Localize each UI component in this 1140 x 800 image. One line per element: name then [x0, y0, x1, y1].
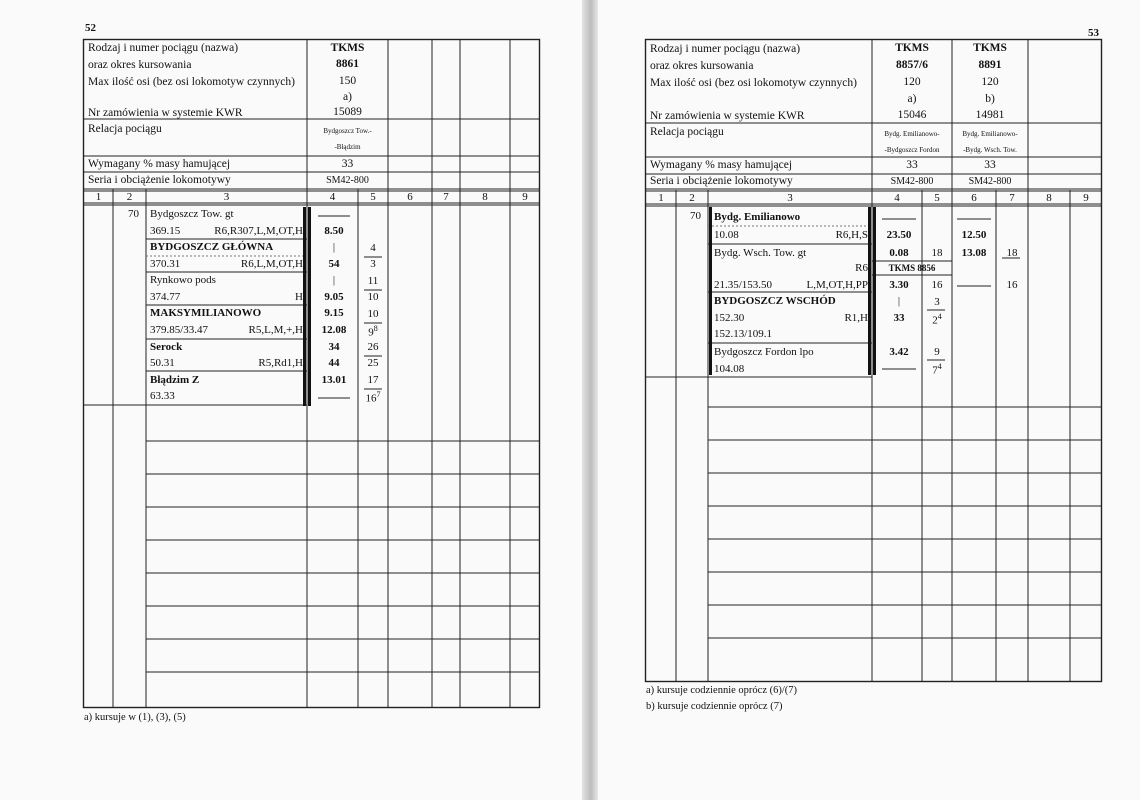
station-name: Bydg. Wsch. Tow. gt	[714, 247, 807, 259]
right-train-a-number: 8857/6	[896, 59, 928, 71]
station-km: 379.85/33.47	[150, 324, 209, 336]
left-header-relation: Relacja pociągu	[88, 123, 162, 135]
station-info: R6	[855, 262, 868, 274]
station-info: R6,L,M,OT,H	[240, 258, 303, 270]
station-info: R6,R307,L,M,OT,H	[214, 225, 303, 237]
time-arrival: 13.01	[321, 374, 347, 386]
run-time: 11	[367, 275, 379, 287]
station-km: 21.35/153.50	[714, 279, 773, 291]
run-time: 18	[1006, 247, 1018, 259]
station-km: 50.31	[150, 357, 175, 369]
station-km: 104.08	[714, 363, 745, 375]
time-departure: 44	[328, 357, 340, 369]
left-col-number: 3	[223, 191, 230, 203]
right-col-number: 4	[894, 192, 900, 204]
run-time: $7^4$	[932, 362, 942, 377]
route-bar-left-2	[308, 207, 311, 406]
left-train-relation-1: Bydgoszcz Tow.-	[323, 127, 372, 135]
time-value: 33	[893, 312, 905, 324]
right-train-a-note: a)	[907, 93, 917, 105]
right-col-number: 8	[1046, 192, 1052, 204]
station-km: 152.30	[714, 312, 745, 324]
left-col-number: 4	[329, 191, 336, 203]
run-time: 3	[370, 258, 376, 270]
right-col-number: 9	[1083, 192, 1089, 204]
right-train-a-loco: SM42-800	[890, 176, 934, 187]
right-col-number: 2	[689, 192, 695, 204]
right-train-a-relation-2: -Bydgoszcz Fordon	[884, 146, 940, 154]
right-footnote-a: a) kursuje codziennie oprócz (6)/(7)	[646, 685, 798, 696]
left-col-number: 9	[522, 191, 528, 203]
time-departure: 3.30	[889, 279, 909, 291]
time-arrival: 34	[328, 341, 340, 353]
left-header-brake: Wymagany % masy hamującej	[88, 158, 231, 170]
left-train-type: TKMS	[330, 42, 365, 54]
run-time: 18	[931, 247, 943, 259]
left-train-order: 15089	[333, 106, 362, 118]
left-speed: 70	[128, 208, 139, 220]
right-header-axles: Max ilość osi (bez osi lokomotyw czynnych)	[650, 77, 857, 89]
right-col-number: 1	[658, 192, 664, 204]
time-departure: 8.50	[324, 225, 344, 237]
right-train-b-order: 14981	[975, 109, 1005, 121]
station-km: 374.77	[150, 291, 181, 303]
station-name: MAKSYMILIANOWO	[150, 307, 262, 319]
right-train-a-type: TKMS	[895, 42, 929, 54]
time-departure: 12.08	[321, 324, 347, 336]
time-value: 9.05	[324, 291, 344, 303]
right-train-a-order: 15046	[897, 109, 927, 121]
left-header-period: oraz okres kursowania	[88, 59, 192, 71]
right-header-brake: Wymagany % masy hamującej	[650, 159, 793, 171]
station-name: BYDGOSZCZ GŁÓWNA	[150, 241, 274, 253]
right-train-b-brake: 33	[984, 159, 996, 171]
right-page-number: 53	[1088, 27, 1099, 39]
left-col-number: 7	[443, 191, 449, 203]
connection-train: TKMS 8856	[888, 263, 936, 273]
route-bar-right-2	[868, 207, 871, 375]
left-header-train-type: Rodzaj i numer pociągu (nazwa)	[88, 42, 239, 54]
station-info: L,M,OT,H,PP	[806, 279, 868, 291]
run-time: 26	[367, 341, 379, 353]
run-time: 16	[931, 279, 943, 291]
left-header-order: Nr zamówienia w systemie KWR	[88, 107, 243, 119]
left-train-relation-2: -Błądzim	[334, 143, 361, 151]
right-col-number: 5	[934, 192, 940, 204]
left-col-number: 5	[370, 191, 376, 203]
time-departure: 12.50	[961, 229, 987, 241]
station-info: R1,H	[844, 312, 868, 324]
left-train-note: a)	[343, 91, 352, 103]
left-col-number: 1	[95, 191, 102, 203]
run-time: 3	[934, 296, 940, 308]
left-header-loco: Seria i obciążenie lokomotywy	[88, 174, 231, 186]
right-train-b-number: 8891	[978, 59, 1002, 71]
right-col-number: 7	[1009, 192, 1015, 204]
station-name: Rynkowo pods	[150, 274, 216, 286]
time-departure: 23.50	[886, 229, 912, 241]
route-bar-left	[303, 207, 306, 406]
station-name: Błądzim Z	[150, 374, 200, 386]
station-name: BYDGOSZCZ WSCHÓD	[714, 295, 836, 307]
time-pass: |	[332, 274, 336, 286]
right-header-order: Nr zamówienia w systemie KWR	[650, 110, 805, 122]
station-km: 63.33	[150, 390, 175, 402]
right-col-number: 6	[971, 192, 977, 204]
left-col-number: 2	[126, 191, 133, 203]
left-train-number: 8861	[336, 58, 359, 70]
right-header-loco: Seria i obciążenie lokomotywy	[650, 175, 793, 187]
run-time: $9^8$	[368, 324, 378, 339]
time-arrival: 9.15	[324, 307, 344, 319]
right-col-number: 3	[787, 192, 793, 204]
right-footnote-b: b) kursuje codziennie oprócz (7)	[646, 701, 783, 712]
left-header-axles: Max ilość osi (bez osi lokomotyw czynnych)	[88, 76, 295, 88]
station-km: 10.08	[714, 229, 739, 241]
left-train-axles: 150	[338, 75, 357, 87]
right-train-b-relation-1: Bydg. Emilianowo-	[962, 130, 1018, 138]
station-name: Bydgoszcz Tow. gt	[150, 208, 234, 220]
run-time: 25	[367, 357, 379, 369]
right-train-a-axles: 120	[903, 76, 921, 88]
time-arrival: 3.42	[889, 346, 909, 358]
right-train-a-relation-1: Bydg. Emilianowo-	[884, 130, 940, 138]
left-page-number: 52	[85, 22, 96, 34]
station-km: 370.31	[150, 258, 181, 270]
station-info: R5,Rd1,H	[258, 357, 303, 369]
time-pass: |	[897, 295, 901, 307]
station-km: 369.15	[150, 225, 181, 237]
left-footnote: a) kursuje w (1), (3), (5)	[84, 712, 186, 723]
right-train-b-relation-2: -Bydg. Wsch. Tow.	[963, 146, 1017, 154]
right-header-relation: Relacja pociągu	[650, 126, 724, 138]
run-time: 17	[367, 374, 379, 386]
run-time: 16	[1006, 279, 1018, 291]
run-time: 10	[367, 308, 379, 320]
route-bar-right	[709, 207, 712, 375]
right-header-train-type: Rodzaj i numer pociągu (nazwa)	[650, 43, 801, 55]
run-time: 4	[370, 242, 376, 254]
station-name: Serock	[150, 341, 183, 353]
right-train-b-loco: SM42-800	[968, 176, 1012, 187]
left-col-number: 6	[407, 191, 413, 203]
time-arrival: 13.08	[961, 247, 987, 259]
right-speed: 70	[690, 210, 701, 222]
left-train-brake: 33	[341, 158, 354, 170]
right-train-a-brake: 33	[906, 159, 918, 171]
station-name: Bydgoszcz Fordon lpo	[714, 346, 814, 358]
run-time: $16^7$	[365, 390, 381, 405]
station-info: R6,H,S	[835, 229, 868, 241]
run-time: $2^4$	[932, 312, 942, 327]
run-time: 9	[934, 346, 940, 358]
station-info: H	[295, 291, 303, 303]
right-train-b-note: b)	[985, 93, 995, 105]
time-pass: |	[332, 241, 336, 253]
left-col-number: 8	[482, 191, 488, 203]
right-train-b-type: TKMS	[973, 42, 1007, 54]
run-time: 10	[367, 291, 379, 303]
left-train-loco: SM42-800	[326, 175, 369, 186]
time-value: 54	[328, 258, 340, 270]
right-header-period: oraz okres kursowania	[650, 60, 754, 72]
station-info: R5,L,M,+,H	[248, 324, 303, 336]
station-name: Bydg. Emilianowo	[714, 211, 801, 223]
right-train-b-axles: 120	[981, 76, 999, 88]
time-arrival: 0.08	[889, 247, 909, 259]
station-km-2: 152.13/109.1	[714, 328, 773, 340]
